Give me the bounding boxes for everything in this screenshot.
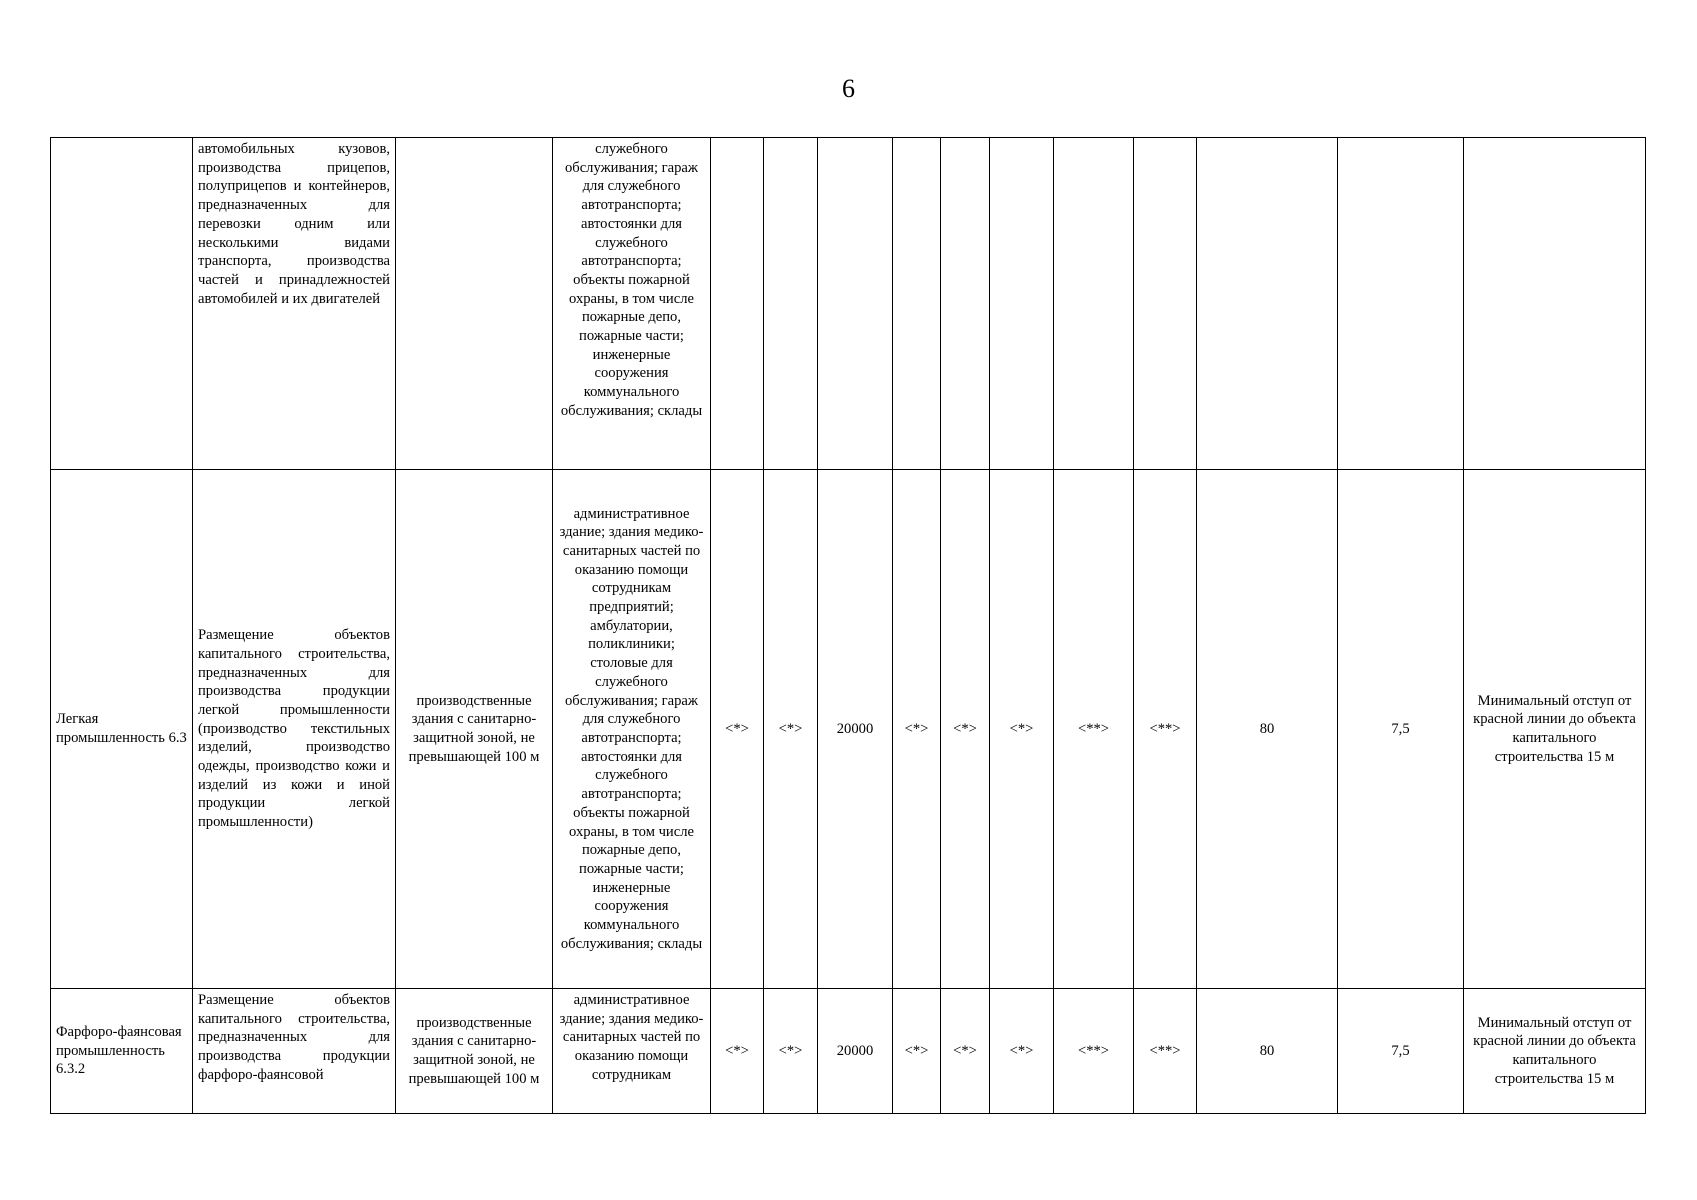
land-use-regulations-table [50,137,1646,1114]
param-cell [990,138,1054,470]
param-cell: <*> [893,989,941,1114]
main-use-cell: производственные здания с санитарно-защитной зоной, не превышающей 100 м [396,470,553,989]
param-cell: <**> [1134,470,1197,989]
param-cell [1338,138,1464,470]
param-cell: <*> [711,989,764,1114]
auxiliary-use-cell: административное здание; здания медико-санитарных частей по оказанию помощи сотрудникам [553,989,711,1114]
table-row [51,989,1646,1114]
param-cell: 7,5 [1338,989,1464,1114]
param-cell [711,138,764,470]
param-cell: 7,5 [1338,470,1464,989]
param-cell [818,138,893,470]
param-cell: <*> [990,470,1054,989]
param-cell: <*> [764,470,818,989]
param-cell: <**> [1054,989,1134,1114]
param-cell: 80 [1197,470,1338,989]
param-cell: <*> [711,470,764,989]
param-cell: 20000 [818,989,893,1114]
auxiliary-use-cell: административное здание; здания медико-санитарных частей по оказанию помощи сотрудникам предприятий; амбулатории, поликлиники; столовые для служебного обслуживания; гараж для служебного автотранспорта; автостоянки для служебного автотранспорта; объекты пожарной охраны, в том числе пожарные депо, пожарные части; инженерные сооружения коммунального обслуживания; склады [553,470,711,989]
page-number: 6 [842,74,855,103]
land-use-name-cell: Фарфоро-фаянсовая промышленность 6.3.2 [51,989,193,1114]
param-cell [1197,138,1338,470]
land-use-description-cell: автомобильных кузовов, производства прицепов, полуприцепов и контейнеров, предназначенных для перевозки одним или несколькими видами транспорта, производства частей и принадлежностей автомобилей и их двигателей [193,138,396,470]
param-cell: 20000 [818,470,893,989]
table-row [51,138,1646,470]
param-cell: <**> [1134,989,1197,1114]
param-cell: <*> [941,989,990,1114]
land-use-name-cell [51,138,193,470]
param-cell [1134,138,1197,470]
param-cell: <*> [893,470,941,989]
land-use-description-cell: Размещение объектов капитального строительства, предназначенных для производства продукции легкой промышленности (производство текстильных изделий, производство одежды, производство кожи и изделий из кожи и иной продукции легкой промышленности) [193,470,396,989]
auxiliary-use-cell: служебного обслуживания; гараж для служебного автотранспорта; автостоянки для служебного автотранспорта; объекты пожарной охраны, в том числе пожарные депо, пожарные части; инженерные сооружения коммунального обслуживания; склады [553,138,711,470]
note-cell: Минимальный отступ от красной линии до объекта капитального строительства 15 м [1464,470,1646,989]
param-cell: <*> [990,989,1054,1114]
param-cell [1054,138,1134,470]
land-use-name-cell: Легкая промышленность 6.3 [51,470,193,989]
note-cell [1464,138,1646,470]
param-cell: <*> [941,470,990,989]
main-use-cell: производственные здания с санитарно-защитной зоной, не превышающей 100 м [396,989,553,1114]
table-row [51,470,1646,989]
land-use-description-cell: Размещение объектов капитального строительства, предназначенных для производства продукции фарфоро-фаянсовой [193,989,396,1114]
param-cell [941,138,990,470]
param-cell: <*> [764,989,818,1114]
main-use-cell [396,138,553,470]
param-cell [764,138,818,470]
note-cell: Минимальный отступ от красной линии до объекта капитального строительства 15 м [1464,989,1646,1114]
param-cell: <**> [1054,470,1134,989]
param-cell: 80 [1197,989,1338,1114]
param-cell [893,138,941,470]
